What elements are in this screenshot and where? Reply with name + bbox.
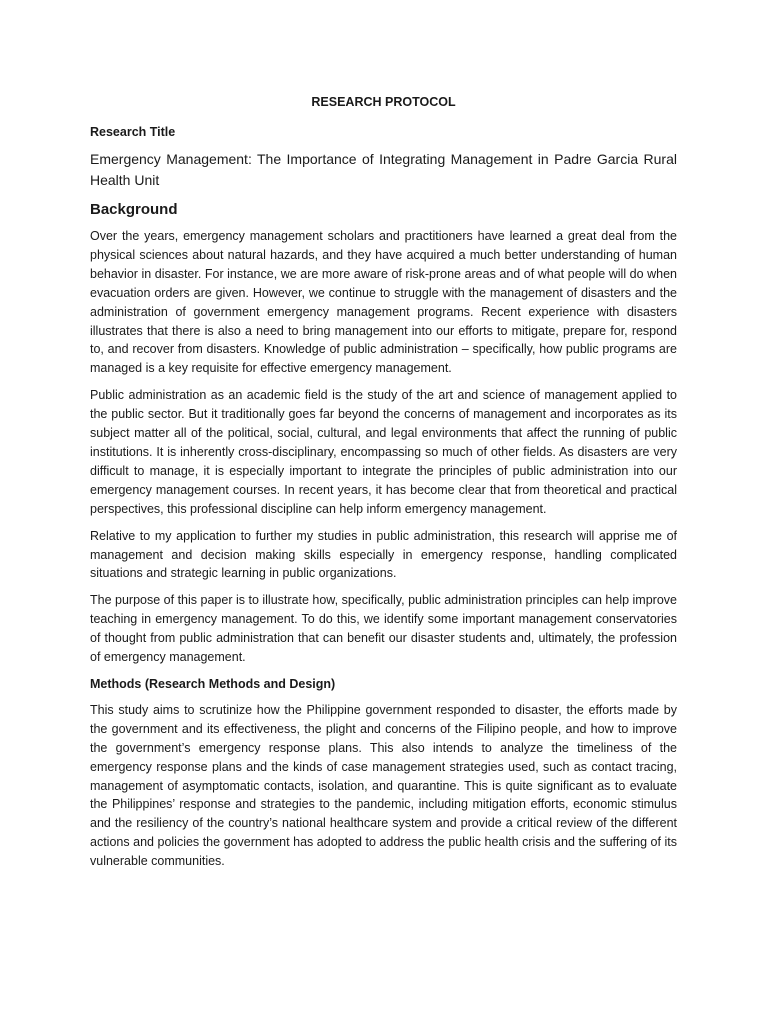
background-paragraph-3: Relative to my application to further my studies in public administration, this research will apprise me of management and decision making skills especially in emergency response, handling complicated situations and strategic learning in public organizations. bbox=[90, 528, 677, 581]
methods-paragraph: This study aims to scrutinize how the Philippine government responded to disaster, the efforts made by the government and its effectiveness, the plight and concerns of the Filipino people, and how to improve the government’s emergency response plans. This also intends to analyze the timeliness of the emergency response plans and the kinds of case management strategies used, such as contact tracing, management of asymptomatic contacts, isolation, and quarantine. This is quite significant as to evaluate the Philippines’ response and strategies to the pandemic, including mitigation efforts, economic stimulus and the resiliency of the country’s national healthcare system and provide a critical review of the different actions and policies the government has adopted to address the public health crisis and the suffering of its vulnerable communities. bbox=[90, 702, 677, 869]
methods-label: Methods (Research Methods and Design) bbox=[90, 676, 336, 691]
research-title-label: Research Title bbox=[90, 125, 176, 139]
background-paragraph-4: The purpose of this paper is to illustrate how, specifically, public administration principles can help improve teaching in emergency management. To do this, we identify some important management conservatories of thought from public administration that can benefit our disaster students and, ultimately, the profession of emergency management. bbox=[90, 593, 677, 665]
document-heading: RESEARCH PROTOCOL bbox=[311, 95, 456, 109]
background-heading: Background bbox=[90, 201, 178, 218]
research-title: Emergency Management: The Importance of Integrating Management in Padre Garcia Rural Health Unit bbox=[90, 151, 677, 188]
background-paragraph-2: Public administration as an academic field is the study of the art and science of management applied to the public sector. But it traditionally goes far beyond the concerns of management and incorporates as its subject matter all of the political, social, cultural, and legal environments that affect the running of public institutions. It is inherently cross-disciplinary, encompassing so much of other fields. As disasters are very difficult to manage, it is especially important to integrate the principles of public administration into our emergency management courses. In recent years, it has become clear that from theoretical and practical perspectives, this professional discipline can help inform emergency management. bbox=[90, 388, 677, 516]
document-page bbox=[90, 93, 677, 879]
background-paragraph-1: Over the years, emergency management scholars and practitioners have learned a great deal from the physical sciences about natural hazards, and they have acquired a much better understanding of human behavior in disaster. For instance, we are more aware of risk-prone areas and of what people will do when evacuation orders are given. However, we continue to struggle with the management of disasters and the administration of government emergency management programs. Recent experience with disasters illustrates that there is also a need to bring management into our efforts to mitigate, prepare for, respond to, and recover from disasters. Knowledge of public administration – specifically, how public programs are managed is a key requisite for effective emergency management. bbox=[90, 229, 677, 376]
